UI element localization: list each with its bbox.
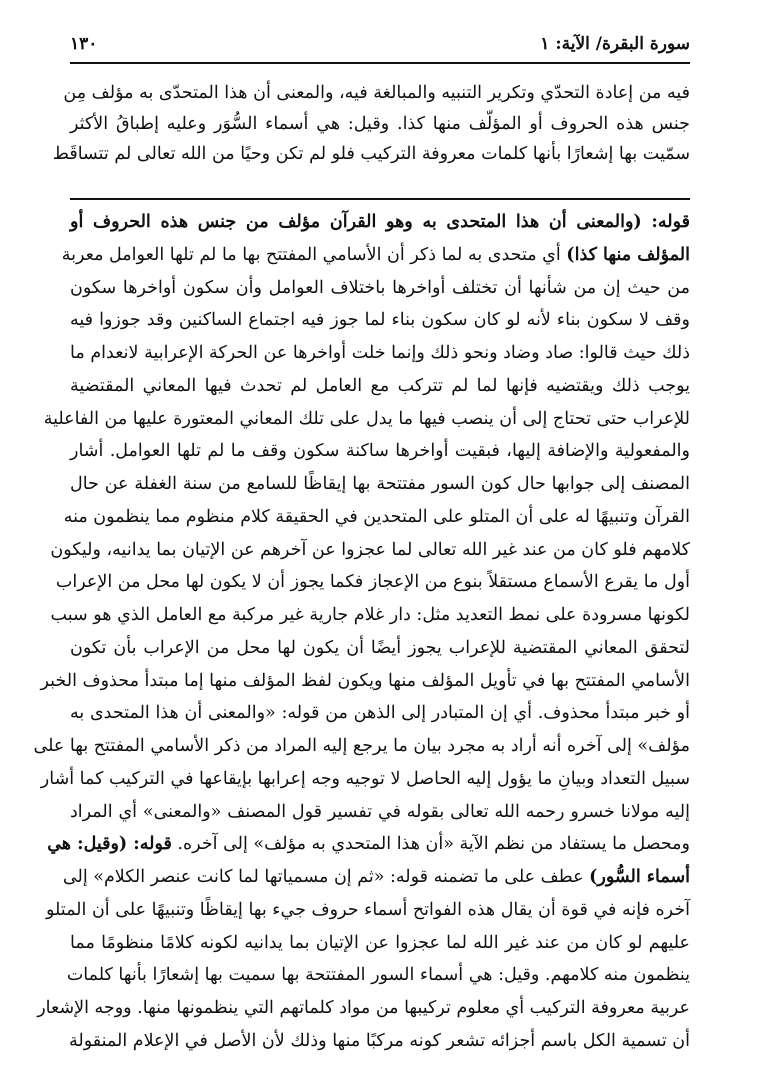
text-segment: أول ما يقرع الأسماع مستقلاً بنوع من الإعجاز فكما يجوز أن لا يكون لها محل من الإعراب (55, 572, 690, 593)
text-line (40, 763, 690, 796)
text-segment: عليهم لو كان من عند غير الله لما عجزوا عن الإتيان بما يدانيه لكونه كلامًا منظومًا مما (70, 932, 690, 953)
text-segment: وقف لا سكون بناء لأنه لو كان سكون بناء لما جوز فيه اجتماع الساكنين وقد جوزوا فيه (70, 310, 690, 331)
text-segment: سمّيت بها إشعارًا بأنها كلمات معروفة التركيب فلو لم تكن وحيًا من الله تعالى لم تتساقَط (52, 144, 690, 164)
text-segment: مؤلف» إلى آخره أنه أراد به مجرد بيان ما يرجع إليه المراد من ذكر الأسامي المفتتح بها على (33, 736, 690, 756)
text-line (70, 370, 690, 403)
text-segment: لكونها مسرودة على نمط التعديد مثل: دار غلام جارية غير مركبة مع العامل الذي هو سبب (50, 605, 690, 625)
text-line (43, 403, 690, 436)
section-divider (70, 198, 690, 200)
text-line (45, 894, 690, 927)
text-segment: كلامهم فلو كان من عند غير الله تعالى لما عجزوا عن آخرهم عن الإتيان بما يدانيه، وليكون (50, 539, 690, 560)
text-line (70, 435, 690, 468)
text-line (63, 501, 690, 534)
text-segment: للإعراب حتى تحتاج إلى أن ينصب فيها ما يدل على تلك المعاني المعتورة عليها من الفاعلية (43, 408, 690, 429)
text-segment: فيه من إعادة التحدّي وتكرير التنبيه والمبالغة فيه، والمعنى أن هذا المتحدّى به مؤلف مِن (63, 83, 690, 103)
text-line (70, 796, 690, 829)
text-line (52, 139, 690, 170)
text-line (37, 992, 690, 1025)
text-line (70, 697, 690, 730)
bold-quote: قوله: (وقيل: هي (47, 834, 172, 855)
text-segment: القرآن وتنبيهًا له على أن المتلو على المتحدين في الحقيقة كلام منظوم مما ينظمون منه (63, 506, 690, 527)
text-line (70, 272, 690, 305)
text-line (70, 337, 690, 370)
text-segment: ومحصل ما يستفاد من نظم الآية «أن هذا المتحدي به مؤلف» إلى آخره. (171, 834, 690, 855)
text-segment: ينظمون منه كلامهم. وقيل: هي أسماء السور المفتتحة بها سميت بها إشعارًا بأنها كلمات (66, 965, 690, 986)
bold-quote: أسماء السُّور) (589, 867, 690, 887)
running-title: سورة البقرة/ الآية: ١ (540, 34, 690, 54)
text-line (50, 599, 690, 632)
text-line (70, 632, 690, 665)
text-segment: أو خبر مبتدأ محذوف. أي إن المتبادر إلى الذهن من قوله: «والمعنى أن هذا المتحدى به (70, 703, 690, 724)
text-line (47, 828, 690, 861)
text-line (40, 665, 690, 698)
text-line (70, 468, 690, 501)
text-line (50, 534, 690, 567)
bold-quote: المؤلف منها كذا) (566, 244, 690, 265)
text-segment: جنس هذه الحروف أو المؤلّف منها كذا. وقيل: هي أسماء السُّوَر وعليه إطباقُ الأكثر (70, 113, 690, 134)
commentary-text (33, 206, 690, 1058)
text-segment: عطف على ما تضمنه قوله: «ثم إن مسمياتها لما كانت عنصر الكلام» إلى (62, 867, 590, 887)
text-line (66, 959, 690, 992)
text-segment: سبيل التعداد وبيانِ ما يؤول إليه الحاصل لا توجيه وجه إعرابها بإيقاعها في التركيب كما أشار (40, 768, 690, 789)
bold-quote: قوله: (والمعنى أن هذا المتحدى به وهو القرآن مؤلف من جنس هذه الحروف أو (70, 212, 690, 232)
text-line (63, 78, 690, 109)
text-line (70, 304, 690, 337)
text-segment: عربية معروفة التركيب أي معلوم تركيبها من مواد كلماتهم التي ينظمونها منها. ووجه الإشعار (37, 998, 690, 1018)
text-line (70, 927, 690, 960)
page-number: ١٣٠ (70, 34, 98, 54)
text-segment: من حيث إن من شأنها أن تختلف أواخرها باختلاف العوامل وأن سكون أواخرها سكون (70, 277, 690, 298)
text-segment: إليه مولانا خسرو رحمه الله تعالى بقوله في تفسير قول المصنف «والمعنى» أي المراد (70, 801, 690, 822)
text-line (62, 861, 690, 894)
text-segment: المصنف إلى جوابها حال كون السور مفتتحة بها إيقاظًا للسامع من سنة الغفلة عن حال (70, 474, 690, 494)
text-segment: الأسامي المفتتح بها في تأويل المؤلف منها ويكون لفظ المؤلف منها إما مبتدأ محذوف الخبر (40, 670, 690, 691)
running-header (70, 30, 690, 60)
text-segment: والمفعولية والإضافة إليها، فبقيت أواخرها ساكنة سكون وقف ما لم تلها العوامل. أشار (70, 441, 690, 462)
text-segment: أي متحدى به لما ذكر أن الأسامي المفتتح بها ما لم تلها العوامل معربة (61, 244, 567, 265)
main-text (52, 78, 690, 170)
text-segment: يوجب ذلك ويقتضيه فإنها لما لم تتركب مع العامل لم تحدث فيها المعاني المقتضية (70, 375, 690, 396)
text-segment: أن تسمية الكل باسم أجزائه تشعر كونه مركبًا منها وذلك لأن الأصل في الإعلام المنقولة (69, 1030, 690, 1051)
header-rule (70, 62, 690, 64)
text-segment: ذلك حيث قالوا: صاد وضاد ونحو ذلك وإنما خلت أواخرها عن الحركة الإعرابية لانعدام ما (70, 343, 690, 363)
text-line (61, 239, 690, 272)
text-segment: آخره فإنه في قوة أن يقال هذه الفواتح أسماء حروف جيء بها إيقاظًا وتنبيهًا على أن المتلو (45, 899, 690, 920)
text-line (70, 1025, 690, 1058)
text-segment: لتحقق المعاني المقتضية للإعراب يجوز أيضًا أن يكون لها محل من الإعراب بأن تكون (70, 637, 690, 658)
text-line (70, 206, 690, 239)
text-line (33, 730, 690, 763)
text-line (55, 566, 690, 599)
text-line (70, 109, 690, 140)
